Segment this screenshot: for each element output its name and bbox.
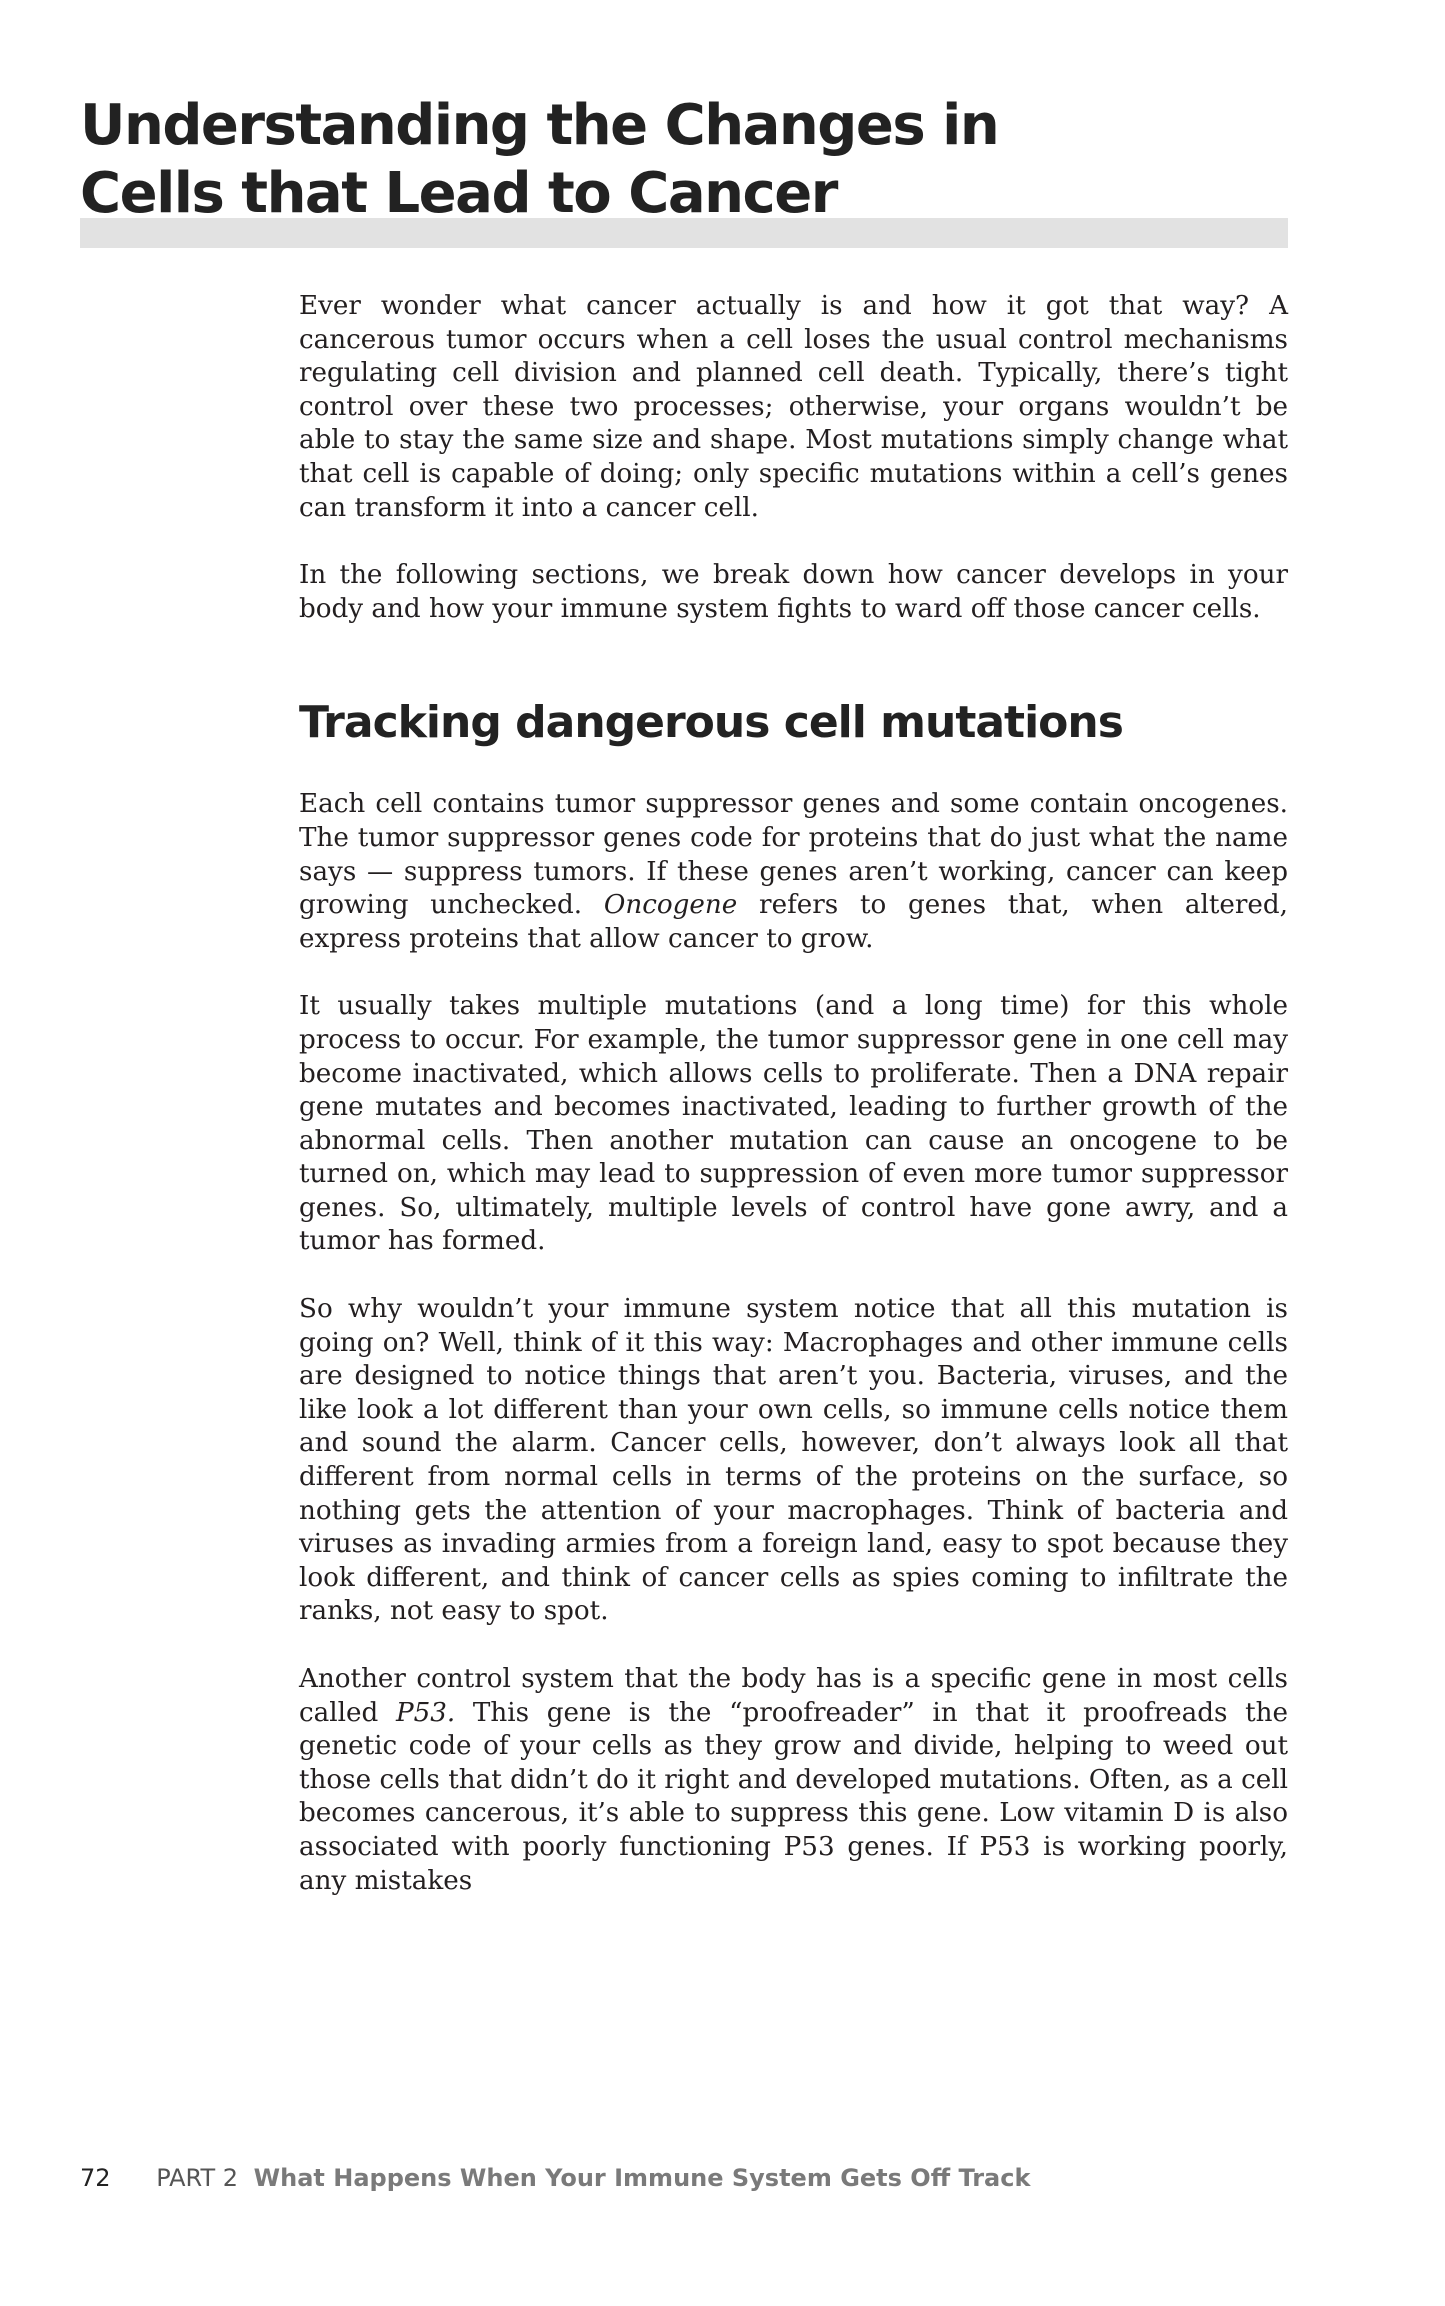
chapter-title: [80, 92, 1288, 228]
intro-paragraph-2: In the following sections, we break down how cancer develops in your body and how your immune system fights to ward off those cancer cells.: [299, 560, 1288, 624]
part-title: What Happens When Your Immune System Gets Off Track: [253, 2164, 1031, 2192]
section-paragraph-4: [299, 1663, 1288, 1898]
section-paragraph-1: [299, 788, 1288, 956]
section-heading: Tracking dangerous cell mutations: [299, 697, 1123, 749]
chapter-title-line-1: Understanding the Changes in: [80, 93, 999, 158]
chapter-header: [80, 92, 1288, 228]
part-label: PART 2: [156, 2164, 239, 2192]
section-paragraph-3: So why wouldn’t your immune system notice that all this mutation is going on? Well, think of it this way: Macrophages and other immune cells are designed to notice things that aren’t you. Bacteria, viruses, and the like look a lot different than your own cells, so immune cells notice them and sound the alarm. Cancer cells, however, don’t always look all that different from normal cells in terms of the proteins on the surface, so nothing gets the attention of your macrophages. Think of bacteria and viruses as invading armies from a foreign land, easy to spot because they look different, and think of cancer cells as spies coming to infiltrate the ranks, not easy to spot.: [299, 1294, 1288, 1627]
section-paragraph-4-text-a: Another control system that the body has is a specific gene in most cells called: [299, 1664, 1288, 1728]
section-paragraph-1-text-b: refers to genes that, when altered, express proteins that allow cancer to grow.: [299, 890, 1289, 954]
section-paragraph-1-text-a: Each cell contains tumor suppressor genes and some contain oncogenes. The tumor suppressor genes code for proteins that do just what the name says — suppress tumors. If these genes aren’t working, cancer can keep growing unchecked.: [299, 789, 1288, 921]
body-column: [299, 290, 1288, 1932]
section-paragraph-2: It usually takes multiple mutations (and a long time) for this whole process to occur. For example, the tumor suppressor gene in one cell may become inactivated, which allows cells to proliferate. Then a DNA repair gene mutates and becomes inactivated, leading to further growth of the abnormal cells. Then another mutation can cause an oncogene to be turned on, which may lead to suppression of even more tumor suppressor genes. So, ultimately, multiple levels of control have gone awry, and a tumor has formed.: [299, 991, 1288, 1257]
oncogene-term: Oncogene: [603, 890, 738, 921]
p53-term: P53.: [395, 1697, 456, 1728]
chapter-title-line-2: Cells that Lead to Cancer: [80, 161, 837, 226]
page-footer: [80, 2163, 1030, 2193]
section-paragraph-4-text-b: This gene is the “proofreader” in that it proofreads the genetic code of your cells as they grow and divide, helping to weed out those cells that didn’t do it right and developed mutations. Often, as a cell becomes cancerous, it’s able to suppress this gene. Low vitamin D is also associated with poorly functioning P53 genes. If P53 is working poorly, any mistakes: [299, 1697, 1288, 1896]
intro-paragraph-1: Ever wonder what cancer actually is and how it got that way? A cancerous tumor occurs when a cell loses the usual control mechanisms regulating cell division and planned cell death. Typically, there’s tight control over these two processes; otherwise, your organs wouldn’t be able to stay the same size and shape. Most mutations simply change what that cell is capable of doing; only specific mutations within a cell’s genes can transform it into a cancer cell.: [299, 291, 1288, 523]
page-number: 72: [80, 2164, 111, 2192]
